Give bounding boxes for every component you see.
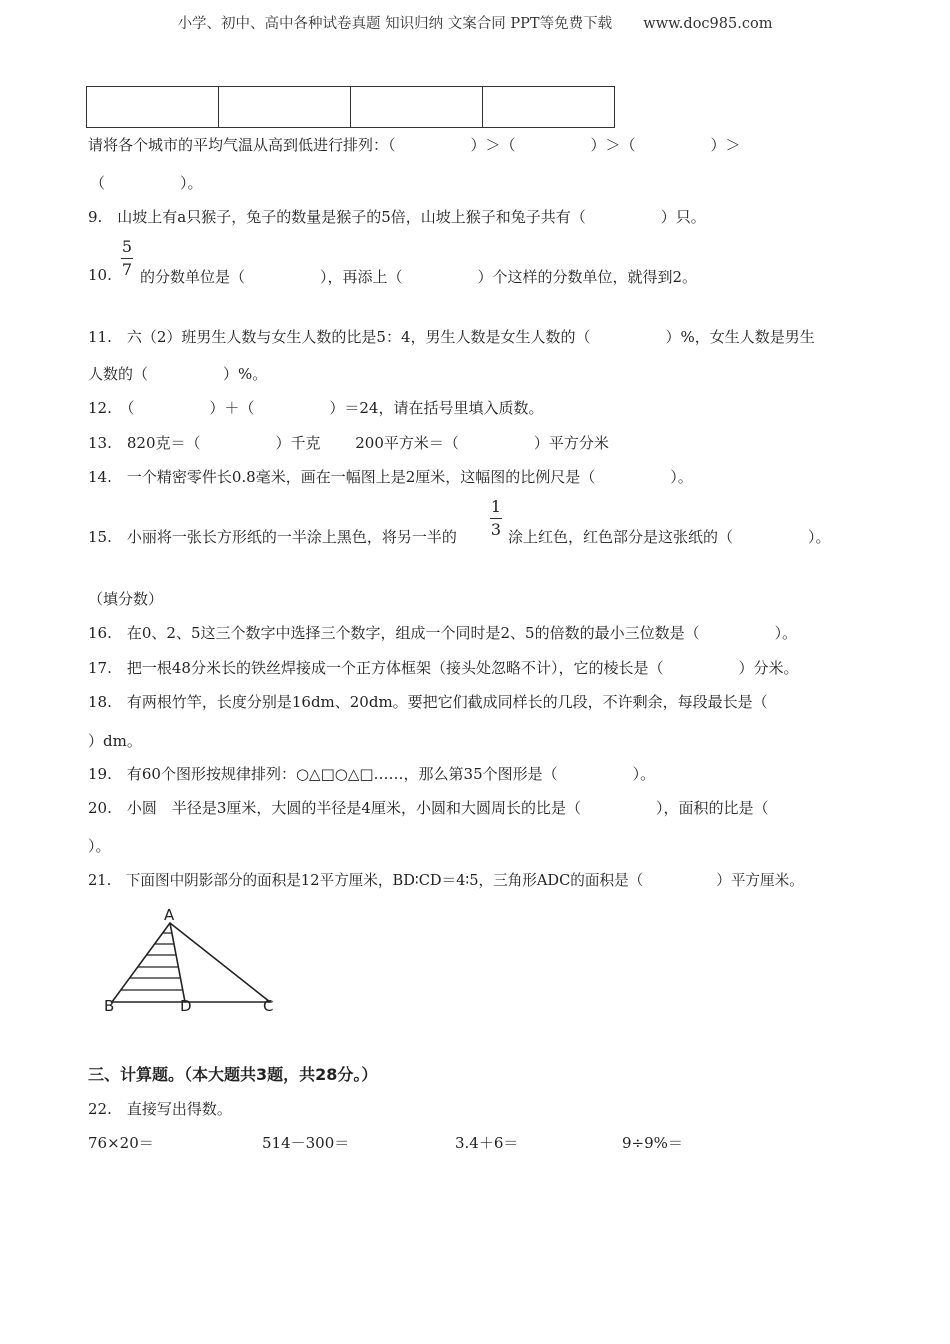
question-8-line2: （ ）。 (90, 174, 203, 192)
question-11-line1: 11. 六（2）班男生人数与女生人数的比是5：4，男生人数是女生人数的（ ）%，女生人数是男生 (88, 328, 815, 346)
question-15-line2: （填分数） (88, 590, 164, 608)
label-a: A (164, 906, 175, 924)
table-cell[interactable] (87, 87, 219, 128)
question-14: 14. 一个精密零件长0.8毫米，画在一幅图上是2厘米，这幅图的比例尺是（ ）。 (88, 468, 693, 486)
shaded-region (100, 933, 220, 990)
question-13: 13. 820克＝（ ）千克 200平方米＝（ ）平方分米 (88, 434, 609, 452)
calc-item: 514－300＝ (262, 1134, 350, 1152)
question-21: 21. 下面图中阴影部分的面积是12平方厘米，BD∶CD＝4∶5，三角形ADC的面积是（ ）平方厘米。 (88, 872, 804, 889)
fraction-five-sevenths (121, 238, 133, 279)
calc-item: 9÷9%＝ (622, 1134, 683, 1152)
fraction-denominator: 7 (121, 260, 133, 279)
question-20-line1: 20. 小圆 半径是3厘米，大圆的半径是4厘米，小圆和大圆周长的比是（ ），面积的比是（ (88, 799, 769, 817)
question-16: 16. 在0、2、5这三个数字中选择三个数字，组成一个同时是2、5的倍数的最小三位数是（ ）。 (88, 624, 798, 642)
fraction-numerator: 1 (490, 497, 502, 516)
question-19: 19. 有60个图形按规律排列：○△□○△□……，那么第35个图形是（ ）。 (88, 765, 656, 783)
label-c: C (263, 997, 274, 1015)
triangle-diagram (100, 905, 285, 1017)
table-cell[interactable] (351, 87, 483, 128)
question-10-text: 的分数单位是（ ），再添上（ ）个这样的分数单位，就得到2。 (140, 268, 698, 286)
label-d: D (180, 997, 192, 1015)
header-text: 小学、初中、高中各种试卷真题 知识归纳 文案合同 PPT等免费下载 (177, 16, 613, 32)
city-temperature-table (86, 86, 615, 128)
calc-item: 76×20＝ (88, 1134, 154, 1152)
table-cell[interactable] (219, 87, 351, 128)
question-18-line2: ）dm。 (88, 732, 142, 750)
header-url: www.doc985.com (643, 16, 773, 32)
question-11-line2: 人数的（ ）%。 (88, 365, 268, 383)
question-17: 17. 把一根48分米长的铁丝焊接成一个正方体框架（接头处忽略不计），它的棱长是（ ）分米。 (88, 659, 799, 677)
question-20-line2: ）。 (88, 837, 111, 855)
question-12: 12. （ ）＋（ ）＝24，请在括号里填入质数。 (88, 399, 544, 417)
fraction-denominator: 3 (490, 520, 502, 539)
section-3-heading: 三、计算题。（本大题共3题，共28分。） (88, 1065, 378, 1084)
table-cell[interactable] (483, 87, 615, 128)
question-8-line1: 请将各个城市的平均气温从高到低进行排列：（ ）＞（ ）＞（ ）＞ (88, 136, 741, 154)
calc-item: 3.4＋6＝ (455, 1134, 519, 1152)
fraction-bar (490, 518, 502, 519)
question-22-title: 22. 直接写出得数。 (88, 1100, 232, 1118)
question-15-text-before: 15. 小丽将一张长方形纸的一半涂上黑色，将另一半的 (88, 528, 457, 546)
question-18-line1: 18. 有两根竹竿，长度分别是16dm、20dm。要把它们截成同样长的几段，不许剩余，每段最长是（ (88, 693, 768, 711)
fraction-numerator: 5 (121, 237, 133, 256)
question-15-text-after: 涂上红色，红色部分是这张纸的（ ）。 (508, 528, 831, 546)
question-9: 9. 山坡上有a只猴子，兔子的数量是猴子的5倍，山坡上猴子和兔子共有（ ）只。 (88, 208, 706, 226)
fraction-one-third (490, 498, 502, 539)
page-header (0, 12, 950, 33)
label-b: B (104, 997, 115, 1015)
question-10-number: 10. (88, 266, 112, 284)
fraction-bar (121, 258, 133, 259)
